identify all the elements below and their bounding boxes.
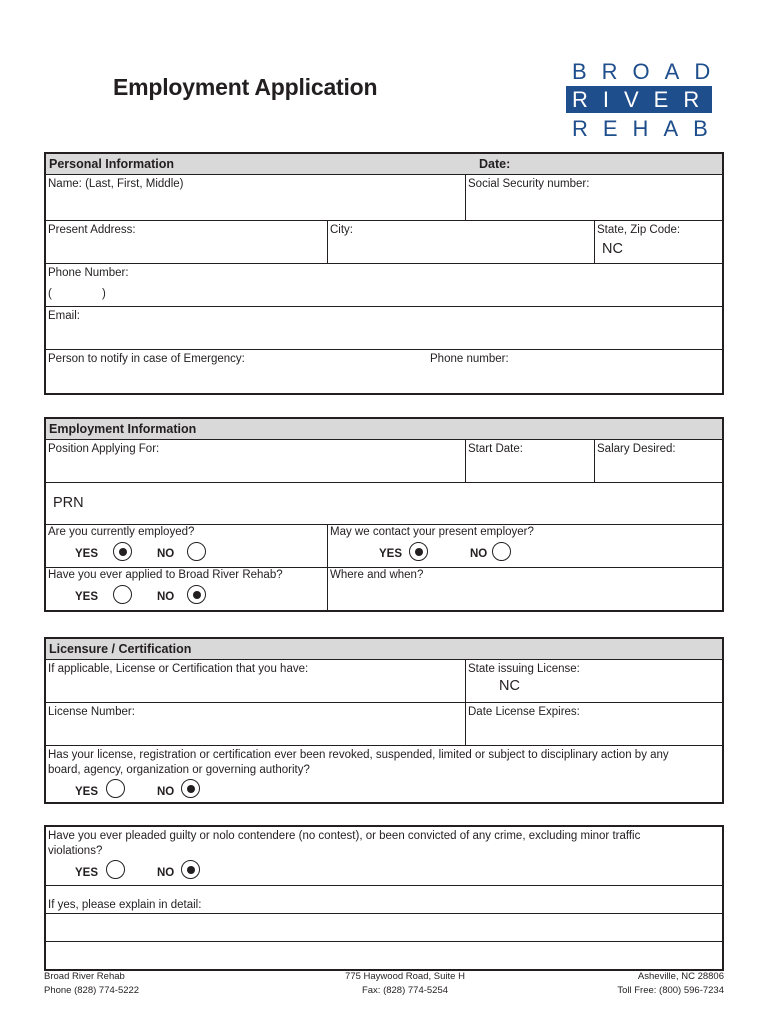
currently-employed-no-radio[interactable] bbox=[187, 542, 206, 561]
name-label: Name: (Last, First, Middle) bbox=[48, 178, 184, 190]
license-number-row bbox=[46, 703, 722, 746]
address-label: Present Address: bbox=[48, 224, 136, 236]
city-field[interactable] bbox=[327, 221, 594, 263]
footer-toll-free: Toll Free: (800) 596-7234 bbox=[617, 985, 724, 996]
explain-line-2[interactable] bbox=[46, 942, 722, 971]
position-value: PRN bbox=[53, 495, 84, 511]
licensure-header bbox=[46, 639, 722, 660]
state-issuing-field[interactable] bbox=[465, 660, 722, 702]
license-number-field[interactable] bbox=[46, 703, 465, 745]
license-have-label: If applicable, License or Certification that you have: bbox=[48, 663, 309, 675]
license-have-field[interactable] bbox=[46, 660, 465, 702]
phone-label: Phone Number: bbox=[48, 267, 129, 279]
logo-line-river: RIVER bbox=[566, 86, 712, 113]
name-row bbox=[46, 175, 722, 221]
currently-employed-group bbox=[46, 525, 327, 567]
criminal-yes-label: YES bbox=[75, 867, 99, 879]
city-label: City: bbox=[330, 224, 353, 236]
salary-field[interactable] bbox=[594, 440, 722, 482]
emergency-contact-field[interactable] bbox=[46, 350, 722, 393]
company-logo bbox=[566, 58, 726, 142]
revoked-no-label: NO bbox=[157, 786, 175, 798]
where-when-label: Where and when? bbox=[330, 569, 424, 581]
applied-before-no-radio[interactable] bbox=[187, 585, 206, 604]
footer-city: Asheville, NC 28806 bbox=[637, 971, 724, 982]
name-field[interactable] bbox=[46, 175, 465, 220]
personal-information-section bbox=[44, 152, 724, 395]
position-label: Position Applying For: bbox=[48, 443, 160, 455]
currently-employed-yes-radio[interactable] bbox=[113, 542, 132, 561]
date-expires-label: Date License Expires: bbox=[468, 706, 580, 718]
contact-employer-yes-label: YES bbox=[379, 548, 403, 560]
footer-phone: Phone (828) 774-5222 bbox=[44, 985, 140, 996]
footer-address: 775 Haywood Road, Suite H bbox=[345, 971, 465, 982]
revoked-question-line2: board, agency, organization or governing authority? bbox=[48, 764, 310, 776]
position-row bbox=[46, 440, 722, 483]
license-number-label: License Number: bbox=[48, 706, 135, 718]
emergency-label: Person to notify in case of Emergency: bbox=[48, 353, 245, 365]
section-title: Personal Information bbox=[49, 157, 175, 171]
footer-company: Broad River Rehab bbox=[44, 971, 125, 982]
revoked-question-row bbox=[46, 746, 722, 802]
state-issuing-value: NC bbox=[499, 678, 520, 694]
criminal-question-line2: violations? bbox=[48, 845, 103, 857]
salary-label: Salary Desired: bbox=[597, 443, 676, 455]
footer-fax: Fax: (828) 774-5254 bbox=[361, 985, 449, 996]
address-field[interactable] bbox=[46, 221, 327, 263]
applied-before-row bbox=[46, 568, 722, 610]
license-row bbox=[46, 660, 722, 703]
phone-paren-close: ) bbox=[102, 288, 106, 300]
email-field[interactable] bbox=[46, 307, 722, 350]
page-title: Employment Application bbox=[113, 74, 378, 100]
ssn-label: Social Security number: bbox=[468, 178, 590, 190]
where-when-field[interactable] bbox=[327, 568, 722, 610]
state-zip-label: State, Zip Code: bbox=[597, 224, 681, 236]
personal-information-header bbox=[46, 154, 722, 175]
address-row bbox=[46, 221, 722, 264]
section-title: Licensure / Certification bbox=[49, 642, 192, 656]
revoked-question-line1: Has your license, registration or certification ever been revoked, suspended, limited or subject to disciplinary action by any bbox=[48, 749, 669, 761]
ssn-field[interactable] bbox=[465, 175, 722, 220]
logo-line-rehab: REHAB bbox=[572, 116, 723, 141]
contact-employer-no-radio[interactable] bbox=[492, 542, 511, 561]
criminal-no-radio[interactable] bbox=[181, 860, 200, 879]
applied-before-label: Have you ever applied to Broad River Rehab? bbox=[48, 569, 283, 581]
explain-field[interactable] bbox=[46, 886, 722, 914]
currently-employed-no-label: NO bbox=[157, 548, 175, 560]
contact-employer-no-label: NO bbox=[470, 548, 488, 560]
phone-paren-open: ( bbox=[48, 288, 52, 300]
criminal-history-section bbox=[44, 825, 724, 971]
phone-field[interactable] bbox=[46, 264, 722, 307]
position-value-field[interactable] bbox=[46, 483, 722, 525]
revoked-yes-radio[interactable] bbox=[106, 779, 125, 798]
applied-before-no-label: NO bbox=[157, 591, 175, 603]
section-title: Employment Information bbox=[49, 422, 197, 436]
start-date-field[interactable] bbox=[465, 440, 594, 482]
contact-employer-group bbox=[327, 525, 722, 567]
currently-employed-yes-label: YES bbox=[75, 548, 99, 560]
applied-before-yes-label: YES bbox=[75, 591, 99, 603]
position-field[interactable] bbox=[46, 440, 465, 482]
footer-right bbox=[617, 970, 724, 998]
currently-employed-label: Are you currently employed? bbox=[48, 526, 195, 538]
explain-label: If yes, please explain in detail: bbox=[48, 899, 202, 911]
explain-line-1[interactable] bbox=[46, 914, 722, 942]
emergency-phone-label: Phone number: bbox=[430, 353, 509, 365]
criminal-yes-radio[interactable] bbox=[106, 860, 125, 879]
applied-before-group bbox=[46, 568, 327, 610]
date-expires-field[interactable] bbox=[465, 703, 722, 745]
state-issuing-label: State issuing License: bbox=[468, 663, 580, 675]
criminal-question-line1: Have you ever pleaded guilty or nolo contendere (no contest), or been convicted of any crime, excluding minor traffic bbox=[48, 830, 641, 842]
employment-status-row bbox=[46, 525, 722, 568]
applied-before-yes-radio[interactable] bbox=[113, 585, 132, 604]
state-zip-field[interactable] bbox=[594, 221, 722, 263]
start-date-label: Start Date: bbox=[468, 443, 523, 455]
licensure-section bbox=[44, 637, 724, 804]
criminal-question-row bbox=[46, 827, 722, 886]
email-label: Email: bbox=[48, 310, 80, 322]
state-value: NC bbox=[602, 241, 623, 257]
employment-information-header bbox=[46, 419, 722, 440]
criminal-no-label: NO bbox=[157, 867, 175, 879]
revoked-no-radio[interactable] bbox=[181, 779, 200, 798]
revoked-yes-label: YES bbox=[75, 786, 99, 798]
date-label: Date: bbox=[479, 157, 511, 171]
contact-employer-yes-radio[interactable] bbox=[409, 542, 428, 561]
employment-information-section bbox=[44, 417, 724, 612]
logo-line-broad: BROAD bbox=[572, 59, 726, 84]
footer-left bbox=[44, 970, 139, 998]
contact-employer-label: May we contact your present employer? bbox=[330, 526, 534, 538]
footer-center bbox=[305, 970, 505, 998]
